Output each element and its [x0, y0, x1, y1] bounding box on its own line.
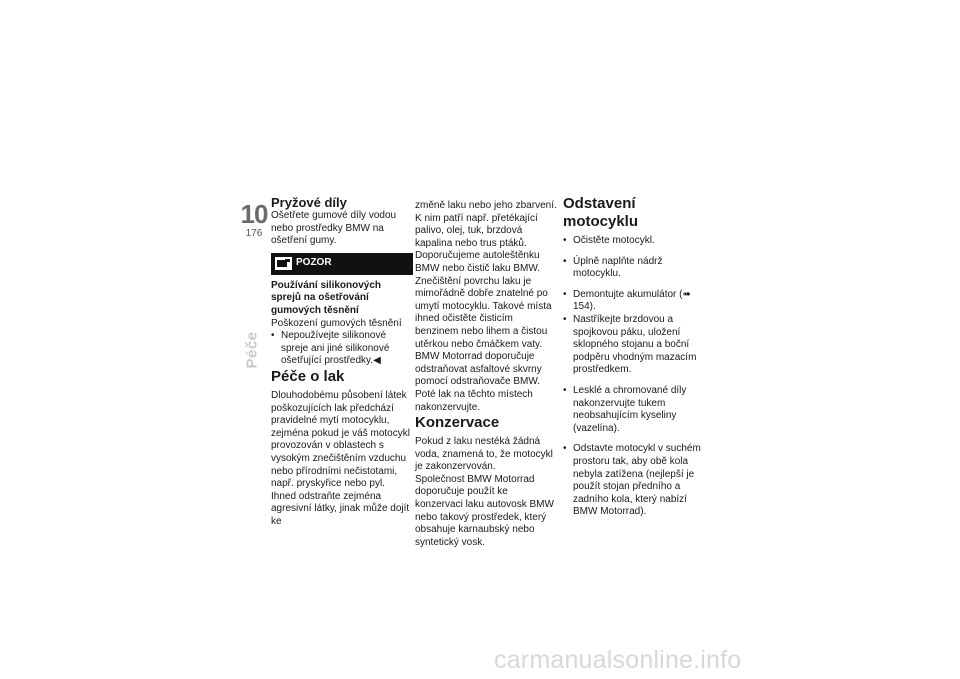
rubber-parts-text: Ošetřete gumové díly vodou nebo prostředky BMW na ošetření gumy. — [271, 210, 397, 247]
storage-heading: Odstavení motocyklu — [563, 195, 639, 230]
paint-care-continued-1: změně laku nebo jeho zbarvení. K nim patří např. přetékající palivo, olej, tuk, brzdová kapalina nebo trus ptáků. Doporučujeme autoleštěnku BMW nebo čistič laku BMW. — [415, 200, 557, 274]
page-number: 176 — [245, 228, 263, 239]
paint-care-text-1: Dlouhodobému působení látek poškozujících lak předchází pravidelné mytí motocyklu, zejména pokud je váš motocykl provozován v oblastech s vysokým znečištěním vzduchu nebo přírodními nečistotami, např. pryskyřice nebo pyl. — [271, 389, 410, 490]
conservation-text-1: Pokud z laku nestéká žádná voda, znamená to, že motocykl je zakonzervován. — [415, 436, 553, 473]
column-3 — [563, 195, 705, 519]
chapter-number: 10 — [240, 199, 268, 229]
warning-hand-icon — [275, 257, 292, 270]
list-item: • Nastříkejte brzdovou a spojkovou páku, uložení sklopného stojanu a boční podpěru vhodným mazacím prostředkem. — [563, 314, 705, 377]
rubber-parts-heading: Pryžové díly — [271, 195, 347, 210]
list-item: • Demontujte akumulátor (➠ 154). — [563, 289, 705, 314]
side-section-label — [242, 320, 262, 380]
warning-list — [271, 330, 413, 368]
paint-care-continued-2: Znečištění povrchu laku je mimořádně dobře znatelné po umytí motocyklu. Takové místa ihned očistěte čisticím benzinem nebo lihem a čistou utěrkou nebo čmáčkem vaty. BMW Motorrad doporučuje odstraňovat asfaltové skvrny pomocí odstraňovače BMW. Poté lak na těchto místech nakonzervujte. — [415, 275, 552, 413]
list-item: • Lesklé a chromované díly nakonzervujte tukem neobsahujícím kyseliny (vazelína). — [563, 385, 705, 435]
column-2 — [415, 200, 557, 549]
list-item: • Očistěte motocykl. — [563, 235, 705, 248]
warning-title: Používání silikonových sprejů na ošetřování gumových těsnění — [271, 279, 382, 316]
column-1 — [271, 195, 413, 528]
storage-steps-list — [563, 235, 705, 519]
paint-care-text-2: Ihned odstraňte zejména agresivní látky, jinak může dojít ke — [271, 490, 410, 527]
warning-bullet: • Nepoužívejte silikonové spreje ani jiné silikonové ošetřující prostředky.◀ — [271, 330, 413, 368]
paint-care-heading: Péče o lak — [271, 367, 345, 385]
watermark: carmanualsonline.info — [494, 646, 742, 674]
list-item: • Úplně naplňte nádrž motocyklu. — [563, 256, 705, 281]
warning-label: POZOR — [296, 257, 332, 269]
conservation-text-2: Společnost BMW Motorrad doporučuje použít ke konzervaci laku autovosk BMW nebo takový prostředek, který obsahuje karnaubský nebo syntetický vosk. — [415, 473, 554, 548]
side-section-label-text: Péče — [243, 331, 261, 369]
warning-text: Poškození gumových těsnění — [271, 317, 402, 329]
conservation-heading: Konzervace — [415, 414, 500, 432]
warning-banner — [271, 253, 413, 275]
list-item: • Odstavte motocykl v suchém prostoru tak, aby obě kola nebyla zatížena (nejlepší je použít stojan předního a zadního kola, který nabízí BMW Motorrad). — [563, 443, 705, 519]
